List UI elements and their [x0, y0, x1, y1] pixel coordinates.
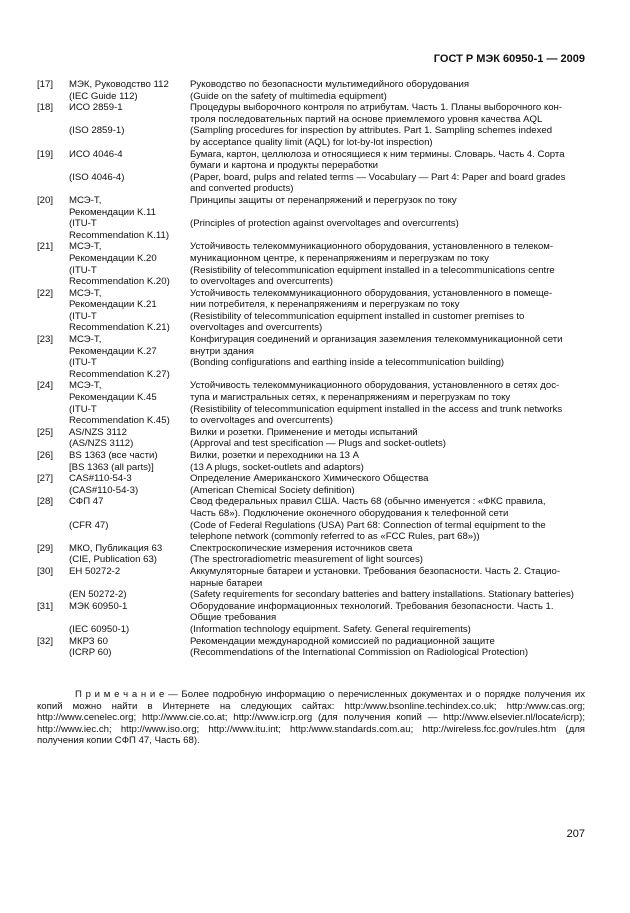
reference-designation: (AS/NZS 3112): [69, 438, 134, 450]
reference-title: and converted products): [190, 183, 294, 195]
reference-title: (Approval and test specification — Plugs and socket-outlets): [190, 438, 446, 450]
note-paragraph: [37, 689, 585, 747]
reference-row: [37, 230, 585, 242]
reference-designation: BS 1363 (все части): [69, 450, 158, 461]
reference-number: [37, 276, 69, 288]
reference-number: [37, 415, 69, 427]
reference-title: Устойчивость телекоммуникационного оборудования, установленного в телеком-: [190, 241, 554, 253]
reference-row: [37, 404, 585, 416]
reference-row: [37, 299, 585, 311]
reference-title: Вилки, розетки и переходники на 13 А: [190, 450, 360, 461]
reference-number: [37, 589, 69, 601]
reference-title: бумаги и картона и продукты переработки: [190, 160, 379, 172]
reference-title: Аккумуляторные батареи и установки. Требования безопасности. Часть 2. Стацио-: [190, 565, 561, 577]
reference-number: [37, 520, 69, 532]
reference-row: [37, 265, 585, 277]
reference-title: муникационном центре, к перенапряжениям и перегрузкам по току: [190, 252, 489, 264]
reference-number: [29]: [37, 542, 54, 554]
reference-row: [37, 253, 585, 265]
reference-number: [37, 462, 69, 474]
reference-title: (Resistibility of telecommunication equipment installed in a telecommunications centre: [190, 264, 555, 276]
reference-number: [37, 612, 69, 624]
reference-designation: [69, 578, 190, 590]
reference-designation: Рекомендации K.27: [69, 345, 157, 357]
reference-title: Бумага, картон, целлюлоза и относящиеся к ним термины. Словарь. Часть 4. Сорта: [190, 148, 565, 160]
note-text: — Более подробную информацию о перечисленных документах и о порядке получения их копий можно найти в Интернете на следующих сайтах: http:/www.bsonline.techindex.co.uk; http:/www.cas.org; http://www.cenelec.org; http://www.cie.co.at; http://www.icrp.org (для получения копий — http://www.elsevier.nl/locate/icrp); http://www.iec.ch; http://www.iso.org; http://www.itu.int; http:/www.standards.com.au; http://wireless.fcc.gov/rules.htm (для получения копии СФП 47, Часть 68).: [37, 689, 585, 747]
reference-row: [37, 531, 585, 543]
reference-number: [24]: [37, 380, 54, 392]
reference-row: [37, 276, 585, 288]
reference-designation: Рекомендации K.45: [69, 392, 157, 404]
reference-row: [37, 392, 585, 404]
reference-number: [37, 311, 69, 323]
reference-number: [18]: [37, 102, 54, 114]
reference-number: [37, 322, 69, 334]
reference-row: [37, 137, 585, 149]
reference-row: [37, 288, 585, 300]
reference-number: [37, 218, 69, 230]
reference-title: (Information technology equipment. Safety. General requirements): [190, 623, 471, 635]
reference-row: [37, 125, 585, 137]
reference-row: [37, 554, 585, 566]
reference-title: внутри здания: [190, 345, 254, 357]
reference-designation: (ISO 2859-1): [69, 125, 125, 137]
reference-number: [37, 265, 69, 277]
reference-row: [37, 612, 585, 624]
reference-row: [37, 346, 585, 358]
reference-title: нарные батареи: [190, 577, 263, 589]
reference-number: [37, 369, 69, 381]
reference-row: [37, 160, 585, 172]
reference-row: [37, 207, 585, 219]
reference-designation: [69, 137, 190, 149]
reference-row: [37, 450, 585, 462]
reference-designation: [69, 531, 190, 543]
reference-title: telephone network (commonly referred to as «FCC Rules, part 68»)): [190, 531, 480, 543]
reference-designation: (ICRP 60): [69, 647, 112, 659]
reference-number: [37, 508, 69, 520]
reference-number: [20]: [37, 194, 54, 206]
reference-number: [37, 253, 69, 265]
reference-number: [37, 183, 69, 195]
reference-designation: (ISO 4046-4): [69, 171, 125, 183]
reference-row: [37, 311, 585, 323]
reference-row: [37, 624, 585, 636]
reference-row: [37, 415, 585, 427]
reference-number: [19]: [37, 148, 54, 160]
reference-number: [27]: [37, 473, 54, 485]
reference-designation: [69, 183, 190, 195]
reference-title: (Resistibility of telecommunication equipment installed in customer premises to: [190, 310, 525, 322]
reference-designation: МЭК, Руководство 112: [69, 79, 169, 90]
reference-designation: Рекомендации K.11: [69, 206, 157, 218]
reference-number: [32]: [37, 635, 54, 647]
reference-title: Вилки и розетки. Применение и методы испытаний: [190, 426, 418, 438]
reference-number: [37, 485, 69, 497]
reference-title: Общие требования: [190, 612, 277, 624]
reference-title: Спектроскопические измерения источников света: [190, 542, 413, 554]
reference-designation: МЭК 60950-1: [69, 600, 128, 612]
reference-row: [37, 462, 585, 474]
reference-row: [37, 380, 585, 392]
reference-designation: Recommendation K.11): [69, 229, 170, 241]
reference-designation: [69, 114, 190, 126]
reference-row: [37, 520, 585, 532]
reference-designation: (ITU-T: [69, 264, 97, 276]
reference-number: [37, 404, 69, 416]
reference-row: [37, 334, 585, 346]
reference-title: Принципы защиты от перенапряжений и перегрузок по току: [190, 194, 457, 206]
reference-designation: МСЭ-Т,: [69, 287, 102, 299]
reference-designation: (CAS#110-54-3): [69, 484, 139, 496]
reference-row: [37, 496, 585, 508]
reference-number: [17]: [37, 79, 54, 90]
reference-row: [37, 636, 585, 648]
reference-title: троля последовательных партий на основе приемлемого уровня качества AQL: [190, 113, 543, 125]
reference-designation: МСЭ-Т,: [69, 241, 102, 253]
reference-row: [37, 218, 585, 230]
reference-number: [37, 207, 69, 219]
reference-row: [37, 647, 585, 659]
reference-row: [37, 473, 585, 485]
reference-row: [37, 508, 585, 520]
reference-number: [37, 357, 69, 369]
reference-designation: (ITU-T: [69, 310, 97, 322]
reference-designation: Recommendation K.45): [69, 415, 170, 427]
reference-title: (13 A plugs, socket-outlets and adaptors): [190, 461, 364, 473]
reference-designation: МСЭ-Т,: [69, 334, 102, 346]
reference-title: Руководство по безопасности мультимедийного оборудования: [190, 79, 470, 90]
reference-title: Часть 68»). Подключение оконечного оборудования к телефонной сети: [190, 507, 509, 519]
reference-row: [37, 438, 585, 450]
reference-designation: [69, 160, 190, 172]
reference-designation: МСЭ-Т,: [69, 194, 102, 206]
reference-number: [31]: [37, 600, 54, 612]
reference-title: [190, 230, 585, 242]
reference-designation: (IEC Guide 112): [69, 90, 138, 102]
reference-title: Определение Американского Химического Общества: [190, 473, 429, 485]
reference-number: [37, 230, 69, 242]
reference-number: [37, 137, 69, 149]
reference-title: by acceptance quality limit (AQL) for lot-by-lot inspection): [190, 136, 433, 148]
reference-title: (Principles of protection against overvoltages and overcurrents): [190, 218, 459, 230]
reference-designation: Recommendation K.20): [69, 276, 170, 288]
reference-row: [37, 91, 585, 103]
reference-row: [37, 485, 585, 497]
reference-number: [37, 438, 69, 450]
reference-designation: (EN 50272-2): [69, 589, 127, 601]
reference-designation: Рекомендации K.20: [69, 252, 157, 264]
reference-title: (Recommendations of the International Commission on Radiological Protection): [190, 647, 529, 659]
reference-row: [37, 322, 585, 334]
page-number: 207: [566, 828, 585, 840]
reference-number: [25]: [37, 426, 54, 438]
reference-number: [37, 91, 69, 103]
reference-row: [37, 369, 585, 381]
reference-designation: (ITU-T: [69, 218, 97, 230]
reference-designation: Recommendation K.27): [69, 368, 170, 380]
reference-title: (American Chemical Society definition): [190, 484, 355, 496]
reference-row: [37, 102, 585, 114]
reference-designation: (CIE, Publication 63): [69, 554, 157, 566]
reference-number: [37, 172, 69, 184]
reference-number: [37, 114, 69, 126]
reference-designation: МКРЗ 60: [69, 635, 108, 647]
reference-title: [190, 369, 585, 381]
reference-number: [26]: [37, 450, 54, 461]
reference-row: [37, 195, 585, 207]
reference-designation: МСЭ-Т,: [69, 380, 102, 392]
reference-title: to overvoltages and overcurrents): [190, 276, 333, 288]
reference-row: [37, 578, 585, 590]
reference-number: [37, 160, 69, 172]
reference-title: тупа и магистральных сетях, к перенапряжениям и перегрузкам по току: [190, 392, 511, 404]
reference-row: [37, 79, 585, 91]
reference-designation: ИСО 2859-1: [69, 102, 123, 114]
reference-designation: (CFR 47): [69, 519, 109, 531]
reference-number: [37, 392, 69, 404]
reference-row: [37, 114, 585, 126]
reference-number: [37, 299, 69, 311]
reference-number: [23]: [37, 334, 54, 346]
reference-title: Устойчивость телекоммуникационного оборудования, установленного в помеще-: [190, 287, 553, 299]
reference-designation: ИСО 4046-4: [69, 148, 123, 160]
reference-number: [37, 125, 69, 137]
reference-title: to overvoltages and overcurrents): [190, 415, 333, 427]
reference-title: Конфигурация соединений и организация заземления телекоммуникационной сети: [190, 334, 563, 346]
reference-title: нии потребителя, к перенапряжениям и перегрузкам по току: [190, 299, 460, 311]
reference-row: [37, 149, 585, 161]
reference-title: Рекомендации международной комиссией по радиационной защите: [190, 635, 495, 647]
reference-row: [37, 183, 585, 195]
reference-title: (Resistibility of telecommunication equipment installed in the access and trunk networks: [190, 403, 563, 415]
reference-number: [37, 578, 69, 590]
reference-title: overvoltages and overcurrents): [190, 322, 323, 334]
reference-title: [190, 207, 585, 219]
reference-title: (Guide on the safety of multimedia equipment): [190, 90, 387, 102]
note-label: П р и м е ч а н и е: [75, 689, 165, 700]
reference-title: (Paper, board, pulps and related terms — Vocabulary — Part 4: Paper and board grades: [190, 171, 566, 183]
reference-designation: AS/NZS 3112: [69, 426, 127, 438]
reference-list: [37, 79, 585, 659]
reference-title: Процедуры выборочного контроля по атрибутам. Часть 1. Планы выборочного кон-: [190, 102, 563, 114]
reference-designation: (ITU-T: [69, 403, 97, 415]
reference-designation: EH 50272-2: [69, 565, 121, 577]
reference-row: [37, 543, 585, 555]
reference-number: [37, 531, 69, 543]
reference-number: [30]: [37, 565, 54, 577]
reference-title: (Safety requirements for secondary batteries and battery installations. Stationary batteries): [190, 589, 574, 601]
reference-title: Свод федеральных правил США. Часть 68 (обычно именуется : «ФКС правила,: [190, 496, 546, 508]
reference-row: [37, 601, 585, 613]
reference-title: (Code of Federal Regulations (USA) Part 68: Connection of termal equipment to the: [190, 519, 546, 531]
reference-designation: [BS 1363 (all parts)]: [69, 461, 154, 473]
reference-designation: МКО, Публикация 63: [69, 542, 163, 554]
reference-row: [37, 427, 585, 439]
reference-number: [37, 647, 69, 659]
reference-designation: (ITU-T: [69, 357, 97, 369]
reference-designation: (IEC 60950-1): [69, 623, 130, 635]
reference-row: [37, 241, 585, 253]
reference-designation: Recommendation K.21): [69, 322, 170, 334]
reference-designation: CAS#110-54-3: [69, 473, 132, 485]
reference-row: [37, 357, 585, 369]
reference-number: [22]: [37, 287, 54, 299]
reference-designation: Рекомендации K.21: [69, 299, 157, 311]
reference-number: [28]: [37, 496, 54, 508]
reference-row: [37, 566, 585, 578]
reference-designation: [69, 508, 190, 520]
reference-title: Оборудование информационных технологий. Требования безопасности. Часть 1.: [190, 600, 554, 612]
reference-number: [37, 346, 69, 358]
reference-title: Устойчивость телекоммуникационного оборудования, установленного в сетях дос-: [190, 380, 560, 392]
reference-number: [37, 554, 69, 566]
reference-row: [37, 172, 585, 184]
reference-number: [21]: [37, 241, 54, 253]
reference-number: [37, 624, 69, 636]
document-header: ГОСТ Р МЭК 60950-1 — 2009: [433, 53, 585, 65]
reference-title: (Bonding configurations and earthing inside a telecommunication building): [190, 357, 505, 369]
reference-designation: [69, 612, 190, 624]
reference-designation: СФП 47: [69, 496, 104, 508]
reference-title: (The spectroradiometric measurement of light sources): [190, 554, 424, 566]
reference-row: [37, 589, 585, 601]
reference-title: (Sampling procedures for inspection by attributes. Part 1. Sampling schemes indexed: [190, 125, 553, 137]
